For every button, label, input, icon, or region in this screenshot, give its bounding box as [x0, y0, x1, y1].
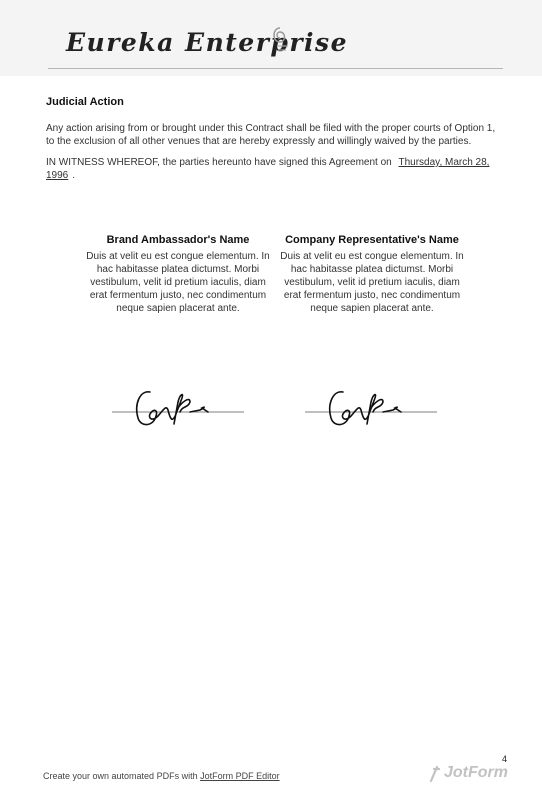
page-number: 4: [502, 754, 508, 764]
jotform-editor-link[interactable]: JotForm PDF Editor: [200, 771, 280, 781]
signature-block-ambassador: [85, 234, 271, 315]
ambassador-name-title: Brand Ambassador's Name: [106, 234, 250, 246]
witness-prefix: IN WITNESS WHEREOF, the parties hereunto have signed this Agreement on: [46, 157, 392, 168]
footer-note: [43, 771, 280, 781]
jotform-logo-icon: [427, 766, 441, 784]
page-header: [0, 0, 542, 76]
swirl-icon: [268, 24, 292, 58]
header-divider: [48, 68, 503, 69]
jotform-logo-text: JotForm: [444, 764, 508, 781]
witness-suffix: .: [72, 170, 76, 181]
judicial-action-paragraph: Any action arising from or brought under this Contract shall be filed with the proper courts of Option 1, to the exclusion of all other venues that are hereby expressly and willingly waived by the parties.: [46, 123, 496, 147]
section-heading: Judicial Action: [46, 96, 124, 108]
representative-name-title: Company Representative's Name: [285, 234, 459, 246]
footer-prefix: Create your own automated PDFs with: [43, 771, 201, 781]
brand-logo-text: Eureka Enterprise: [66, 28, 349, 57]
agreement-date: Thursday, March 28, 1996: [46, 157, 490, 181]
ambassador-signature: [110, 384, 246, 432]
representative-description: Duis at velit eu est congue elementum. In hac habitasse platea dictumst. Morbi vestibulum, velit id pretium iaculis, diam erat fermentum justo, nec condimentum neque sapien placerat ante.: [280, 251, 464, 314]
ambassador-description: Duis at velit eu est congue elementum. In hac habitasse platea dictumst. Morbi vestibulum, velit id pretium iaculis, diam erat fermentum justo, nec condimentum neque sapien placerat ante.: [86, 251, 270, 314]
signature-block-representative: [279, 234, 465, 315]
document-body: [46, 96, 496, 190]
representative-signature: [303, 384, 439, 432]
witness-paragraph: [46, 156, 496, 182]
